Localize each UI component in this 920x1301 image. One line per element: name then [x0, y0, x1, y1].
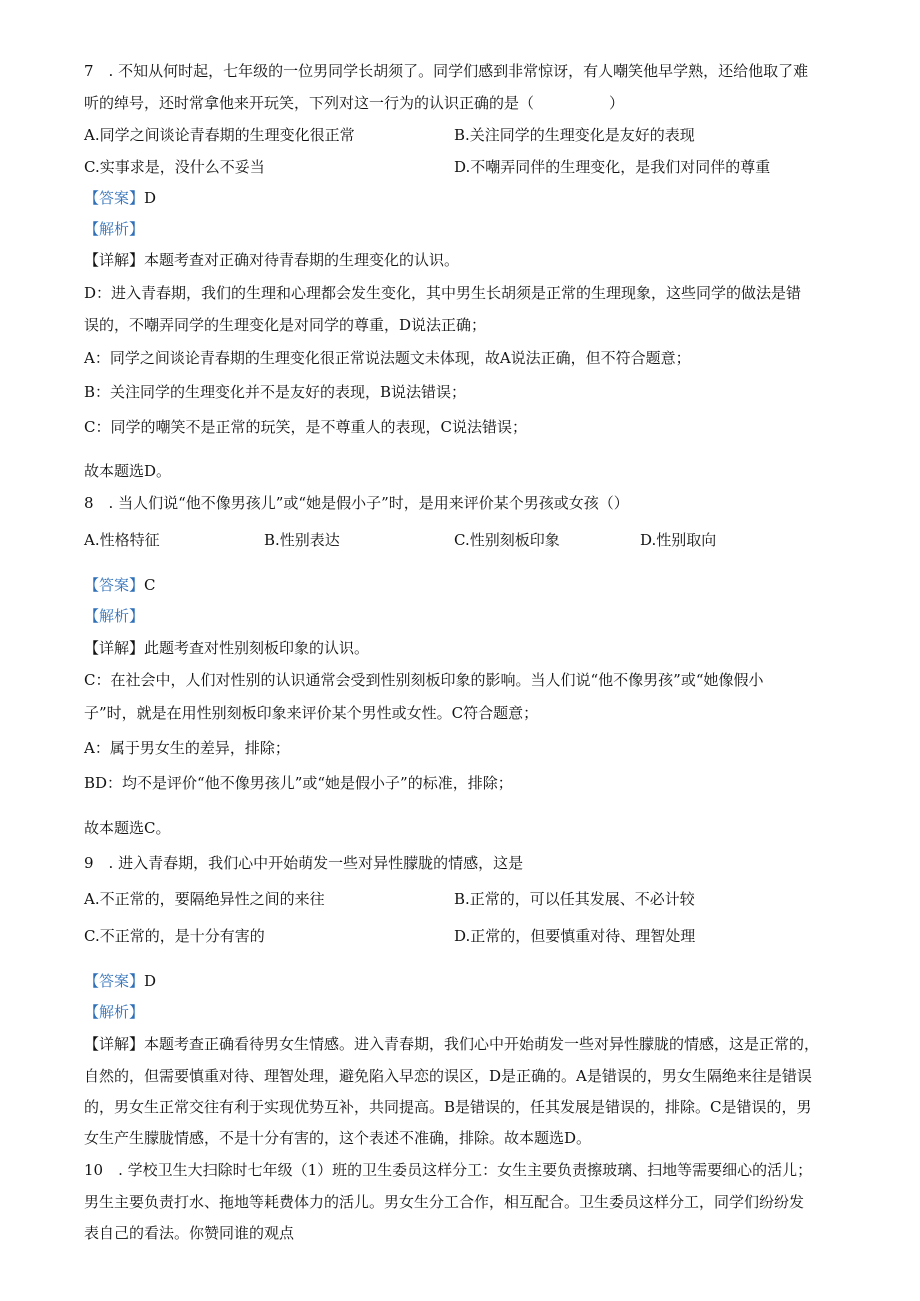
- answer-value: D: [144, 972, 157, 990]
- q9-option-a: A.不正常的，要隔绝异性之间的来往: [84, 890, 325, 908]
- answer-tag: 【答案】: [84, 189, 145, 207]
- answer-value: D: [144, 189, 157, 207]
- q8-option-b: B.性别表达: [264, 531, 340, 549]
- q7-explanation-2: D：进入青春期，我们的生理和心理都会发生变化，其中男生长胡须是正常的生理现象，这些同学的做法是错: [84, 284, 802, 302]
- q7-analysis-tag: 【解析】: [84, 220, 145, 238]
- q9-explanation-3: 的，男女生正常交往有利于实现优势互补，共同提高。B是错误的，任其发展是错误的，排除。C是错误的，男: [84, 1098, 812, 1116]
- q9-analysis-tag: 【解析】: [84, 1003, 145, 1021]
- q8-option-c: C.性别刻板印象: [454, 531, 560, 549]
- q8-explanation-5: BD：均不是评价“他不像男孩儿”或“她是假小子”的标准，排除；: [84, 774, 513, 792]
- q9-option-b: B.正常的，可以任其发展、不必计较: [454, 890, 695, 908]
- q8-answer: [84, 575, 156, 595]
- q7-explanation-5: B：关注同学的生理变化并不是友好的表现，B说法错误；: [84, 383, 467, 401]
- q9-explanation-4: 女生产生朦胧情感，不是十分有害的，这个表述不准确，排除。故本题选D。: [84, 1129, 592, 1147]
- q9-answer: [84, 971, 156, 991]
- answer-tag: 【答案】: [84, 972, 145, 990]
- q7-option-c: C.实事求是，没什么不妥当: [84, 158, 265, 176]
- q9-option-c: C.不正常的，是十分有害的: [84, 927, 265, 945]
- q7-stem-line2: 听的绰号，还时常拿他来开玩笑，下列对这一行为的认识正确的是（ ）: [84, 94, 625, 112]
- q7-explanation-7: 故本题选D。: [84, 462, 172, 480]
- q8-stem: 8 . 当人们说“他不像男孩儿”或“她是假小子”时，是用来评价某个男孩或女孩（）: [84, 494, 629, 512]
- q7-explanation-4: A：同学之间谈论青春期的生理变化很正常说法题文未体现，故A说法正确，但不符合题意；: [84, 349, 691, 367]
- answer-tag: 【答案】: [84, 576, 145, 594]
- q9-explanation-2: 自然的，但需要慎重对待、理智处理，避免陷入早恋的误区，D是正确的。A是错误的，男女生隔绝来往是错误: [84, 1067, 812, 1085]
- q7-option-d: D.不嘲弄同伴的生理变化，是我们对同伴的尊重: [454, 158, 771, 176]
- answer-value: C: [144, 576, 156, 594]
- q8-explanation-4: A：属于男女生的差异，排除；: [84, 739, 290, 757]
- q7-option-b: B.关注同学的生理变化是友好的表现: [454, 126, 695, 144]
- q8-analysis-tag: 【解析】: [84, 607, 145, 625]
- q8-explanation-6: 故本题选C。: [84, 819, 171, 837]
- q8-explanation-3: 子”时，就是在用性别刻板印象来评价某个男性或女性。C符合题意；: [84, 704, 539, 722]
- q8-explanation-1: 【详解】此题考查对性别刻板印象的认识。: [84, 639, 370, 657]
- q7-explanation-1: 【详解】本题考查对正确对待青春期的生理变化的认识。: [84, 251, 460, 269]
- q10-stem-line2: 男生主要负责打水、拖地等耗费体力的活儿。男女生分工合作，相互配合。卫生委员这样分工，同学们纷纷发: [84, 1193, 805, 1211]
- q9-explanation-1: 【详解】本题考查正确看待男女生情感。进入青春期，我们心中开始萌发一些对异性朦胧的情感，这是正常的，: [84, 1035, 820, 1053]
- q7-answer: [84, 188, 156, 208]
- q10-stem-line3: 表自己的看法。你赞同谁的观点: [84, 1224, 295, 1242]
- q8-option-d: D.性别取向: [640, 531, 717, 549]
- q10-stem-line1: 10 . 学校卫生大扫除时七年级（1）班的卫生委员这样分工：女生主要负责擦玻璃、扫地等需要细心的活儿；: [84, 1161, 813, 1179]
- q8-explanation-2: C：在社会中，人们对性别的认识通常会受到性别刻板印象的影响。当人们说“他不像男孩”或“她像假小: [84, 671, 764, 689]
- q7-stem-line1: 7 . 不知从何时起，七年级的一位男同学长胡须了。同学们感到非常惊讶，有人嘲笑他早学熟，还给他取了难: [84, 62, 809, 80]
- q7-explanation-3: 误的，不嘲弄同学的生理变化是对同学的尊重，D说法正确；: [84, 316, 487, 334]
- q9-stem: 9 . 进入青春期，我们心中开始萌发一些对异性朦胧的情感，这是: [84, 854, 524, 872]
- q7-option-a: A.同学之间谈论青春期的生理变化很正常: [84, 126, 355, 144]
- q7-explanation-6: C：同学的嘲笑不是正常的玩笑，是不尊重人的表现，C说法错误；: [84, 418, 527, 436]
- q8-option-a: A.性格特征: [84, 531, 160, 549]
- q9-option-d: D.正常的，但要慎重对待、理智处理: [454, 927, 696, 945]
